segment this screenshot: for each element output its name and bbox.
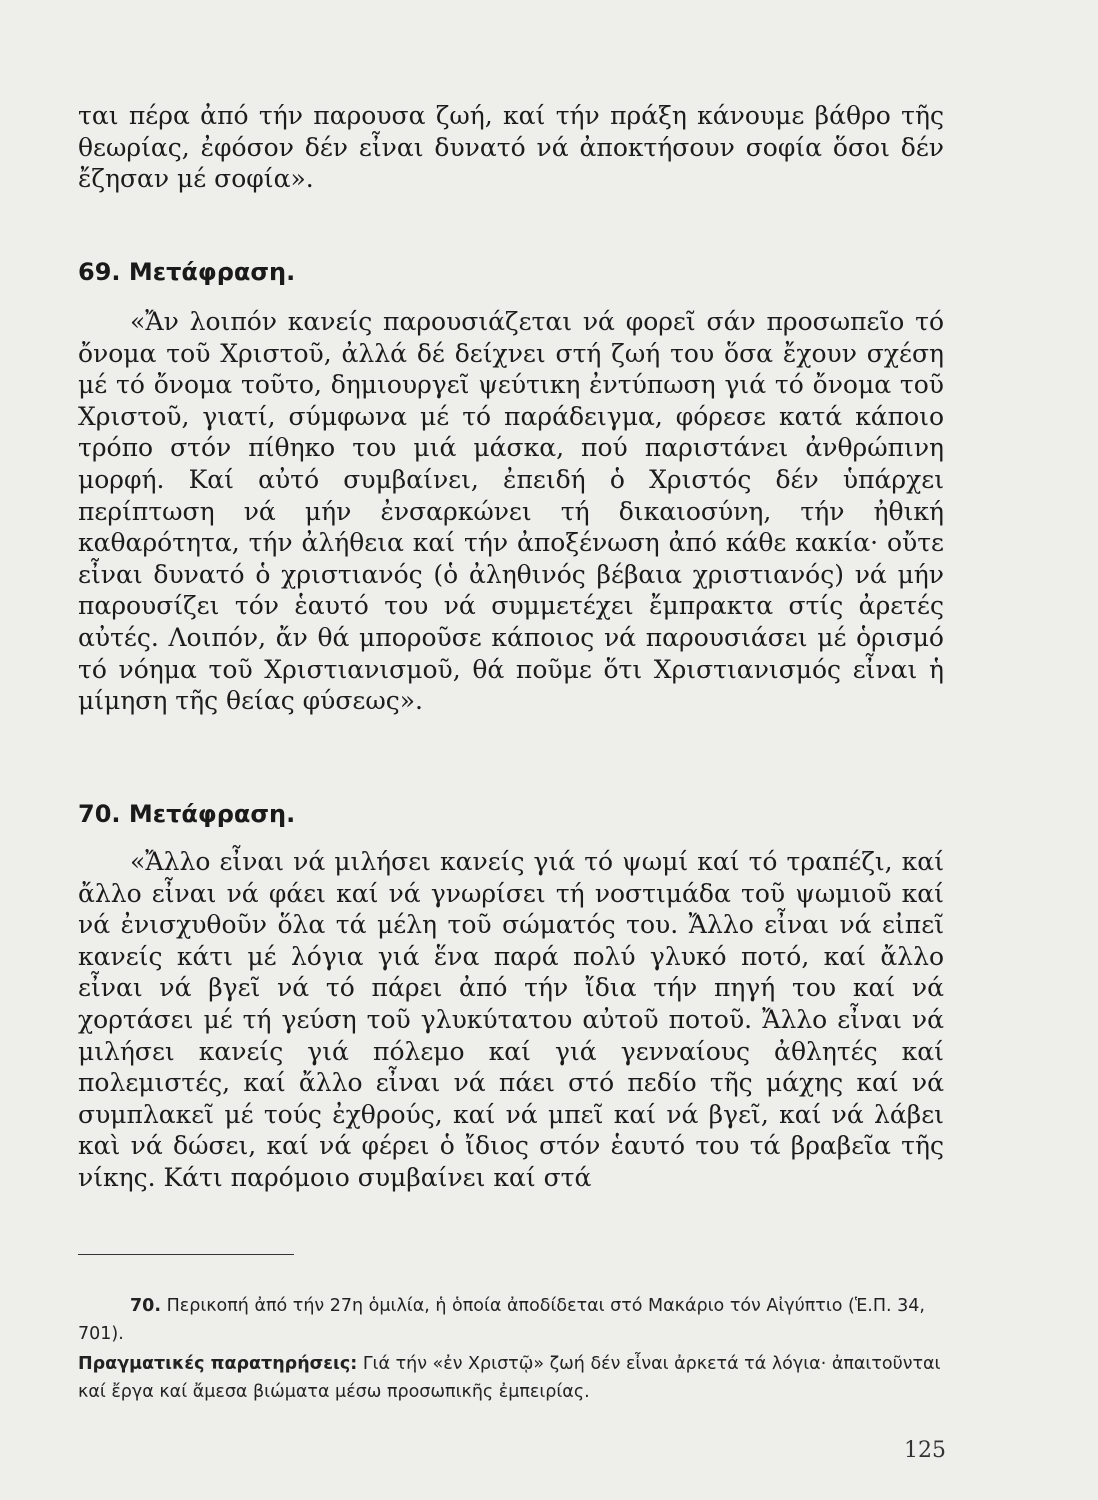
section-69-heading: 69. Μετάφραση.	[78, 258, 296, 286]
footnote-remarks	[78, 1350, 944, 1406]
section-70-heading: 70. Μετάφραση.	[78, 800, 296, 828]
remarks-text: Γιά τήν «ἐν Χριστῷ» ζωή δέν εἶναι ἀρκετά τά λόγια· ἀπαιτοῦνται καί ἔργα καί ἄμεσα βιώματα μέσω προσωπικῆς ἐμπειρίας.	[78, 1354, 941, 1402]
footnote-text: Περικοπή ἀπό τήν 27η ὁμιλία, ἡ ὁποία ἀποδίδεται στό Μακάριο τόν Αἰγύπτιο (Ἑ.Π. 34, 701).	[78, 1296, 925, 1344]
page-number: 125	[904, 1438, 946, 1463]
section-69-paragraph: «Ἄν λοιπόν κανείς παρουσιάζεται νά φορεῖ σάν προσωπεῖο τό ὄνομα τοῦ Χριστοῦ, ἀλλά δέ δείχνει στή ζωή του ὅσα ἔχουν σχέση μέ τό ὄνομα τοῦτο, δημιουργεῖ ψεύτικη ἐντύπωση γιά τό ὄνομα τοῦ Χριστοῦ, γιατί, σύμφωνα μέ τό παράδειγμα, φόρεσε κατά κάποιο τρόπο στόν πίθηκο του μιά μάσκα, πού παριστάνει ἀνθρώπινη μορφή. Καί αὐτό συμβαίνει, ἐπειδή ὁ Χριστός δέν ὑπάρχει περίπτωση νά μήν ἐνσαρκώνει τή δικαιοσύνη, τήν ἠθική καθαρότητα, τήν ἀλήθεια καί τήν ἀποξένωση ἀπό κάθε κακία· οὔτε εἶναι δυνατό ὁ χριστιανός (ὁ ἀληθινός βέβαια χριστιανός) νά μήν παρουσίζει τόν ἑαυτό του νά συμμετέχει ἔμπρακτα στίς ἀρετές αὐτές. Λοιπόν, ἄν θά μποροῦσε κάποιος νά παρουσιάσει μέ ὁρισμό τό νόημα τοῦ Χριστιανισμοῦ, θά ποῦμε ὅτι Χριστιανισμός εἶναι ἡ μίμηση τῆς θείας φύσεως».	[78, 307, 944, 716]
section-70-paragraph: «Ἄλλο εἶναι νά μιλήσει κανείς γιά τό ψωμί καί τό τραπέζι, καί ἄλλο εἶναι νά φάει καί νά γνωρίσει τή νοστιμάδα τοῦ ψωμιοῦ καί νά ἐνισχυθοῦν ὅλα τά μέλη τοῦ σώματός του. Ἄλλο εἶναι νά εἰπεῖ κανείς κάτι μέ λόγια γιά ἕνα παρά πολύ γλυκό ποτό, καί ἄλλο εἶναι νά βγεῖ νά τό πάρει ἀπό τήν ἴδια τήν πηγή του καί νά χορτάσει μέ τή γεύση τοῦ γλυκύτατου αὐτοῦ ποτοῦ. Ἄλλο εἶναι νά μιλήσει κανείς γιά πόλεμο καί γιά γενναίους ἀθλητές καί πολεμιστές, καί ἄλλο εἶναι νά πάει στό πεδίο τῆς μάχης καί νά συμπλακεῖ μέ τούς ἐχθρούς, καί νά μπεῖ καί νά βγεῖ, καί νά λάβει καὶ νά δώσει, καί νά φέρει ὁ ἴδιος στόν ἑαυτό του τά βραβεῖα τῆς νίκης. Κάτι παρόμοιο συμβαίνει καί στά	[78, 847, 944, 1192]
footnote-divider	[78, 1254, 294, 1255]
remarks-label: Πραγματικές παρατηρήσεις:	[78, 1354, 358, 1374]
footnote	[78, 1292, 944, 1348]
footnote-number: 70.	[130, 1296, 162, 1316]
opening-paragraph: ται πέρα ἀπό τήν παρουσα ζωή, καί τήν πράξη κάνουμε βάθρο τῆς θεωρίας, ἐφόσον δέν εἶναι δυνατό νά ἀποκτήσουν σοφία ὅσοι δέν ἔζησαν μέ σοφία».	[78, 101, 944, 194]
